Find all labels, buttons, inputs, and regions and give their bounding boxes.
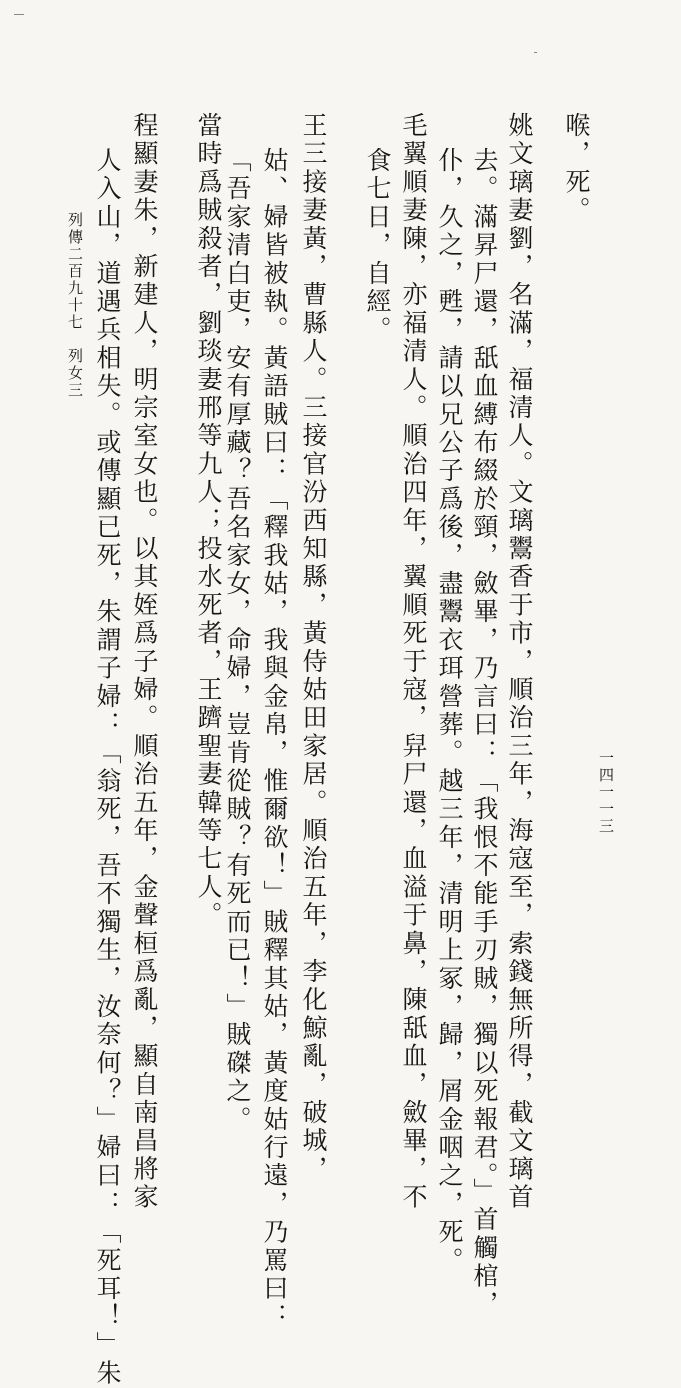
page-number: 一四一一三	[597, 750, 615, 835]
text-column-3: 去。滿昇尸還，舐血縛布綴於頸，斂畢，乃言曰：「我恨不能手刃賊，獨以死報君。」首觸棺，	[470, 147, 499, 1319]
chapter-title: 列傳二百九十七 列女三	[66, 212, 84, 399]
text-column-12: 人入山，道遇兵相失。或傳顯已死，朱謂子婦：「翁死，吾不獨生，汝奈何？」婦曰：「死耳！」朱	[93, 147, 122, 1388]
text-column-1: 喉，死。	[562, 112, 591, 225]
crop-mark	[534, 52, 537, 53]
text-column-5: 毛翼順妻陳，亦福清人。順治四年，翼順死于寇，舁尸還，血溢于鼻，陳舐血，斂畢，不	[399, 112, 428, 1212]
text-column-2: 姚文璃妻劉，名滿，福清人。文璃鬻香于市，順治三年，海寇至，索錢無所得，截文璃首	[505, 112, 534, 1212]
text-column-8: 姑、婦皆被執。黃語賊曰：「釋我姑，我與金帛，惟爾欲！」賊釋其姑，黃度姑行遠，乃罵曰：	[260, 147, 289, 1332]
text-column-4: 仆，久之，甦，請以兄公子爲後，盡鬻衣珥營葬。越三年，清明上冢，歸，屑金咽之，死。	[435, 147, 464, 1275]
text-column-11: 程顯妻朱，新建人，明宗室女也。以其姪爲子婦。順治五年，金聲桓爲亂，顯自南昌將家	[130, 112, 159, 1212]
text-column-9: 「吾家清白吏，安有厚藏？吾名家女，命婦，豈肯從賊？有死而已！」賊磔之。	[223, 147, 252, 1134]
text-column-10: 當時爲賊殺者，劉琰妻邢等九人；投水死者，王躋聖妻韓等七人。	[194, 112, 223, 930]
crop-mark	[14, 14, 24, 15]
text-column-6: 食七日，自經。	[363, 147, 392, 345]
text-column-7: 王三接妻黃，曹縣人。三接官汾西知縣，黃侍姑田家居。順治五年，李化鯨亂，破城，	[299, 112, 328, 1184]
